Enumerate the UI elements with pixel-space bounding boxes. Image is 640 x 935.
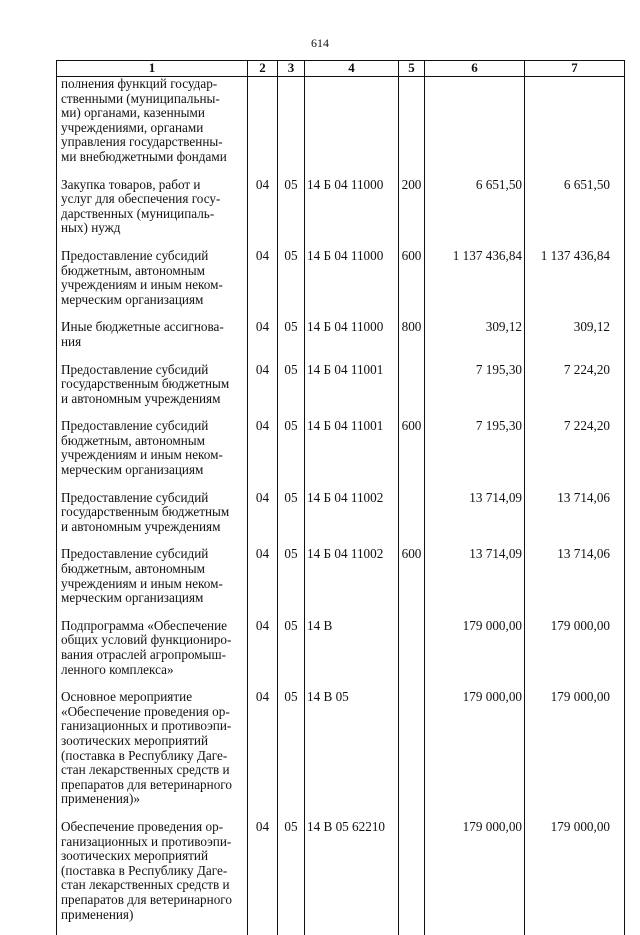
header-col-5: 5 (399, 61, 425, 77)
amount-col-6: 1 137 436,84 (425, 249, 525, 320)
item-name-line: «Обеспечение проведения ор- (61, 705, 245, 720)
item-name-line: Основное мероприятие (61, 690, 245, 705)
expense-type-code: 800 (399, 320, 425, 362)
table-row (57, 491, 625, 548)
target-article-code: 14 Б 04 11002 (305, 547, 399, 618)
section-code: 04 (248, 363, 278, 420)
item-name (57, 820, 248, 935)
section-code: 04 (248, 491, 278, 548)
section-code: 04 (248, 178, 278, 249)
table-body (57, 77, 625, 935)
item-name-line: применения) (61, 908, 245, 923)
table-row (57, 320, 625, 362)
table-row (57, 363, 625, 420)
item-name (57, 77, 248, 178)
target-article-code: 14 В 05 (305, 690, 399, 820)
table-row (57, 619, 625, 690)
item-name-line: бюджетным, автономным (61, 264, 245, 279)
header-col-6: 6 (425, 61, 525, 77)
amount-col-7: 179 000,00 (525, 820, 625, 935)
header-col-4: 4 (305, 61, 399, 77)
item-name-line: Предоставление субсидий (61, 547, 245, 562)
subsection-code: 05 (278, 320, 305, 362)
item-name-line: ми внебюджетными фондами (61, 150, 245, 165)
expense-type-code (399, 619, 425, 690)
item-name-line: и автономным учреждениям (61, 520, 245, 535)
target-article-code (305, 77, 399, 178)
header-col-1: 1 (57, 61, 248, 77)
amount-col-7: 179 000,00 (525, 619, 625, 690)
section-code: 04 (248, 690, 278, 820)
table-row (57, 249, 625, 320)
item-name-line: учреждениям и иным неком- (61, 577, 245, 592)
item-name-line: вания отраслей агропромыш- (61, 648, 245, 663)
table-row (57, 820, 625, 935)
item-name-line: бюджетным, автономным (61, 434, 245, 449)
item-name-line: Предоставление субсидий (61, 491, 245, 506)
target-article-code: 14 Б 04 11001 (305, 419, 399, 490)
target-article-code: 14 В (305, 619, 399, 690)
subsection-code: 05 (278, 547, 305, 618)
expense-type-code: 600 (399, 547, 425, 618)
amount-col-7: 7 224,20 (525, 419, 625, 490)
amount-col-6: 7 195,30 (425, 419, 525, 490)
item-name-line: управления государственны- (61, 135, 245, 150)
amount-col-7: 13 714,06 (525, 491, 625, 548)
subsection-code: 05 (278, 178, 305, 249)
target-article-code: 14 Б 04 11000 (305, 320, 399, 362)
item-name-line: и автономным учреждениям (61, 392, 245, 407)
header-row (57, 61, 625, 77)
item-name-line: Предоставление субсидий (61, 419, 245, 434)
item-name-line: Закупка товаров, работ и (61, 178, 245, 193)
item-name (57, 619, 248, 690)
section-code: 04 (248, 820, 278, 935)
amount-col-7: 7 224,20 (525, 363, 625, 420)
target-article-code: 14 Б 04 11002 (305, 491, 399, 548)
item-name-line: дарственных (муниципаль- (61, 207, 245, 222)
subsection-code: 05 (278, 363, 305, 420)
amount-col-7: 6 651,50 (525, 178, 625, 249)
amount-col-6: 7 195,30 (425, 363, 525, 420)
expense-type-code (399, 363, 425, 420)
item-name-line: государственным бюджетным (61, 377, 245, 392)
item-name-line: полнения функций государ- (61, 77, 245, 92)
item-name-line: Предоставление субсидий (61, 363, 245, 378)
item-name (57, 178, 248, 249)
subsection-code: 05 (278, 820, 305, 935)
amount-col-7: 309,12 (525, 320, 625, 362)
amount-col-6: 13 714,09 (425, 547, 525, 618)
amount-col-7: 1 137 436,84 (525, 249, 625, 320)
amount-col-7: 179 000,00 (525, 690, 625, 820)
expense-type-code (399, 77, 425, 178)
target-article-code: 14 Б 04 11000 (305, 178, 399, 249)
subsection-code: 05 (278, 491, 305, 548)
header-col-7: 7 (525, 61, 625, 77)
item-name-line: зоотических мероприятий (61, 849, 245, 864)
table-row (57, 419, 625, 490)
item-name-line: ганизационных и противоэпи- (61, 835, 245, 850)
item-name-line: зоотических мероприятий (61, 734, 245, 749)
header-col-3: 3 (278, 61, 305, 77)
item-name (57, 547, 248, 618)
subsection-code (278, 77, 305, 178)
amount-col-7 (525, 77, 625, 178)
section-code: 04 (248, 320, 278, 362)
item-name-line: ленного комплекса» (61, 663, 245, 678)
item-name-line: услуг для обеспечения госу- (61, 192, 245, 207)
item-name-line: препаратов для ветеринарного (61, 778, 245, 793)
page-number: 614 (0, 36, 640, 51)
item-name-line: Подпрограмма «Обеспечение (61, 619, 245, 634)
item-name-line: бюджетным, автономным (61, 562, 245, 577)
item-name-line: Обеспечение проведения ор- (61, 820, 245, 835)
item-name-line: мерческим организациям (61, 463, 245, 478)
item-name (57, 491, 248, 548)
item-name-line: ственными (муниципальны- (61, 92, 245, 107)
item-name (57, 419, 248, 490)
item-name-line: стан лекарственных средств и (61, 763, 245, 778)
subsection-code: 05 (278, 249, 305, 320)
amount-col-7: 13 714,06 (525, 547, 625, 618)
expense-type-code: 600 (399, 249, 425, 320)
amount-col-6: 6 651,50 (425, 178, 525, 249)
item-name-line: мерческим организациям (61, 591, 245, 606)
item-name (57, 320, 248, 362)
expense-type-code (399, 491, 425, 548)
table-row (57, 77, 625, 178)
item-name-line: государственным бюджетным (61, 505, 245, 520)
item-name-line: общих условий функциониро- (61, 633, 245, 648)
table-row (57, 547, 625, 618)
section-code: 04 (248, 249, 278, 320)
table-row (57, 178, 625, 249)
item-name-line: Предоставление субсидий (61, 249, 245, 264)
subsection-code: 05 (278, 419, 305, 490)
item-name-line: применения)» (61, 792, 245, 807)
item-name-line: Иные бюджетные ассигнова- (61, 320, 245, 335)
item-name (57, 690, 248, 820)
item-name-line: стан лекарственных средств и (61, 878, 245, 893)
target-article-code: 14 В 05 62210 (305, 820, 399, 935)
expense-type-code: 600 (399, 419, 425, 490)
amount-col-6: 309,12 (425, 320, 525, 362)
amount-col-6: 179 000,00 (425, 619, 525, 690)
item-name-line: ми) органами, казенными (61, 106, 245, 121)
section-code: 04 (248, 419, 278, 490)
item-name-line: ния (61, 335, 245, 350)
section-code: 04 (248, 547, 278, 618)
amount-col-6: 179 000,00 (425, 690, 525, 820)
item-name-line: (поставка в Республику Даге- (61, 864, 245, 879)
item-name-line: (поставка в Республику Даге- (61, 749, 245, 764)
item-name-line: ганизационных и противоэпи- (61, 719, 245, 734)
item-name-line: препаратов для ветеринарного (61, 893, 245, 908)
item-name (57, 363, 248, 420)
item-name-line: учреждениям и иным неком- (61, 278, 245, 293)
item-name-line: учреждениями, органами (61, 121, 245, 136)
amount-col-6: 179 000,00 (425, 820, 525, 935)
header-col-2: 2 (248, 61, 278, 77)
table-header (57, 61, 625, 77)
section-code: 04 (248, 619, 278, 690)
item-name-line: учреждениям и иным неком- (61, 448, 245, 463)
budget-table (56, 60, 625, 935)
amount-col-6 (425, 77, 525, 178)
expense-type-code (399, 820, 425, 935)
item-name-line: мерческим организациям (61, 293, 245, 308)
subsection-code: 05 (278, 619, 305, 690)
target-article-code: 14 Б 04 11000 (305, 249, 399, 320)
expense-type-code: 200 (399, 178, 425, 249)
item-name-line: ных) нужд (61, 221, 245, 236)
subsection-code: 05 (278, 690, 305, 820)
table-row (57, 690, 625, 820)
expense-type-code (399, 690, 425, 820)
section-code (248, 77, 278, 178)
item-name (57, 249, 248, 320)
amount-col-6: 13 714,09 (425, 491, 525, 548)
target-article-code: 14 Б 04 11001 (305, 363, 399, 420)
